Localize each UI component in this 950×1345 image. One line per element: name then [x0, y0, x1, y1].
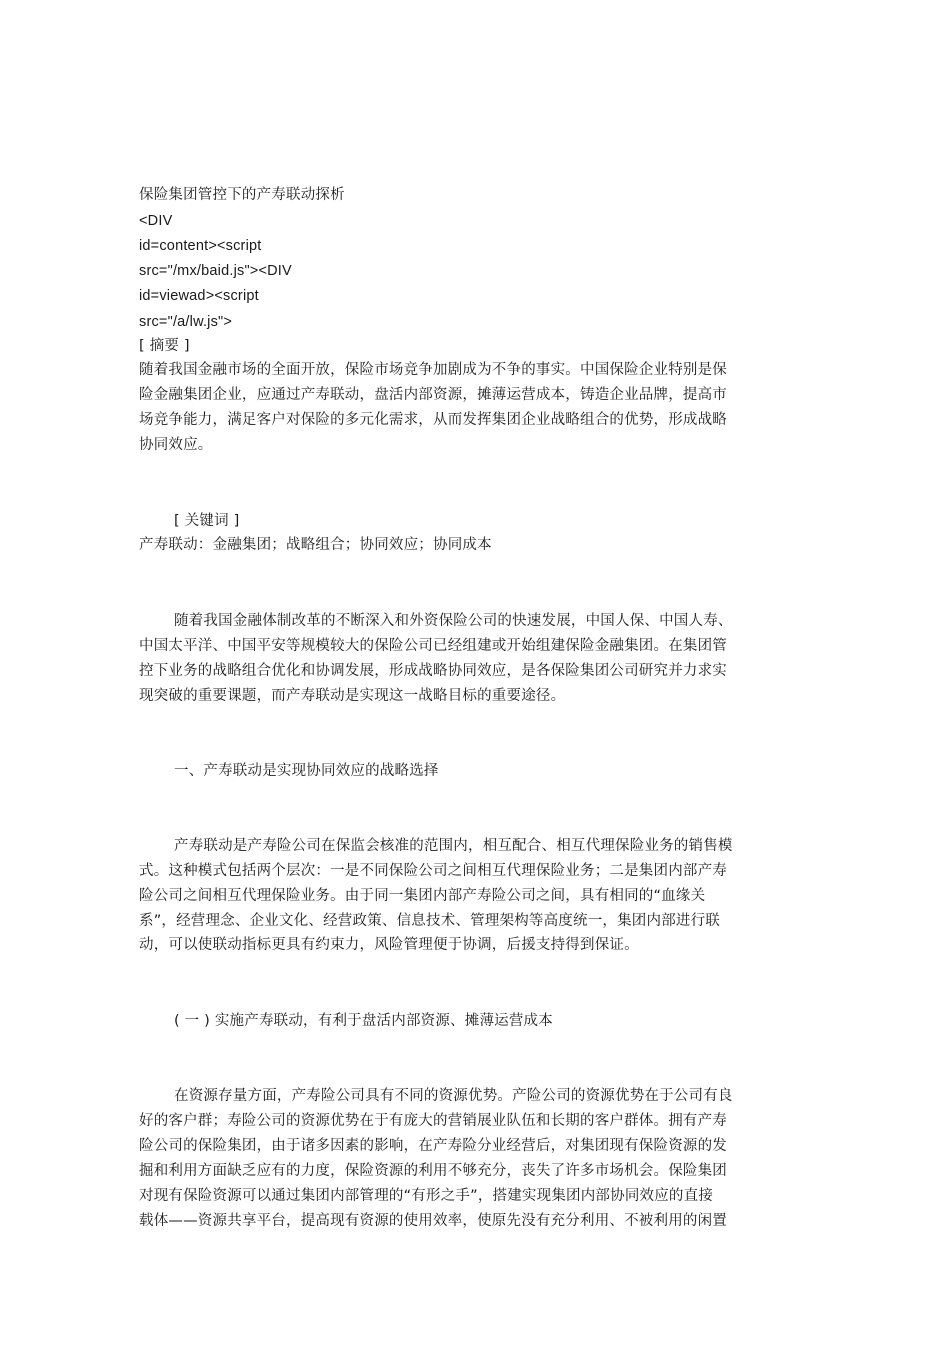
intro-line: 现突破的重要课题，而产寿联动是实现这一战略目标的重要途径。	[139, 688, 566, 704]
code-line: src="/mx/baid.js"><DIV	[139, 263, 292, 279]
section-paragraph-line: 动，可以使联动指标更具有约束力，风险管理便于协调，后援支持得到保证。	[139, 937, 639, 953]
code-line: <DIV	[139, 213, 173, 229]
section-paragraph-line: 系”，经营理念、企业文化、经营政策、信息技术、管理架构等高度统一，集团内部进行联	[139, 913, 721, 929]
section-paragraph-line: 产寿联动是产寿险公司在保监会核准的范围内，相互配合、相互代理保险业务的销售模	[174, 838, 733, 854]
abstract-line: 险金融集团企业，应通过产寿联动，盘活内部资源，摊薄运营成本，铸造企业品牌，提高市	[139, 387, 727, 403]
subsection-paragraph-line: 掘和利用方面缺乏应有的力度，保险资源的利用不够充分，丧失了许多市场机会。保险集团	[139, 1163, 727, 1179]
code-line: id=content><script	[139, 238, 262, 254]
subsection-paragraph-line: 好的客户群；寿险公司的资源优势在于有庞大的营销展业队伍和长期的客户群体。拥有产寿	[139, 1113, 727, 1129]
intro-line: 随着我国金融体制改革的不断深入和外资保险公司的快速发展，中国人保、中国人寿、	[174, 613, 733, 629]
subsection-paragraph-line: 载体——资源共享平台，提高现有资源的使用效率，使原先没有充分利用、不被利用的闲置	[139, 1213, 727, 1229]
abstract-line: 随着我国金融市场的全面开放，保险市场竞争加剧成为不争的事实。中国保险企业特别是保	[139, 362, 727, 378]
keywords-label: [ 关键词 ]	[174, 513, 240, 529]
keywords-line: 产寿联动：金融集团；战略组合；协同效应；协同成本	[139, 537, 492, 553]
section-paragraph-line: 险公司之间相互代理保险业务。由于同一集团内部产寿险公司之间，具有相同的“血缘关	[139, 888, 706, 904]
abstract-line: 协同效应。	[139, 437, 213, 453]
intro-line: 控下业务的战略组合优化和协调发展，形成战略协同效应，是各保险集团公司研究并力求实	[139, 663, 727, 679]
subsection-paragraph-line: 险公司的保险集团，由于诸多因素的影响，在产寿险分业经营后，对集团现有保险资源的发	[139, 1138, 727, 1154]
abstract-label: [ 摘要 ]	[139, 338, 190, 354]
intro-line: 中国太平洋、中国平安等规模较大的保险公司已经组建或开始组建保险金融集团。在集团管	[139, 638, 727, 654]
section-paragraph-line: 式。这种模式包括两个层次：一是不同保险公司之间相互代理保险业务；二是集团内部产寿	[139, 863, 727, 879]
abstract-line: 场竞争能力，满足客户对保险的多元化需求，从而发挥集团企业战略组合的优势，形成战略	[139, 412, 727, 428]
subsection-paragraph-line: 在资源存量方面，产寿险公司具有不同的资源优势。产险公司的资源优势在于公司有良	[174, 1088, 733, 1104]
code-line: id=viewad><script	[139, 288, 259, 304]
subsection-heading: ( 一 ) 实施产寿联动，有利于盘活内部资源、摊薄运营成本	[174, 1013, 553, 1029]
subsection-paragraph-line: 对现有保险资源可以通过集团内部管理的“有形之手”，搭建实现集团内部协同效应的直接	[139, 1188, 714, 1204]
code-line: src="/a/lw.js">	[139, 314, 233, 330]
document-title: 保险集团管控下的产寿联动探析	[139, 187, 345, 203]
section-heading: 一、产寿联动是实现协同效应的战略选择	[174, 763, 439, 779]
